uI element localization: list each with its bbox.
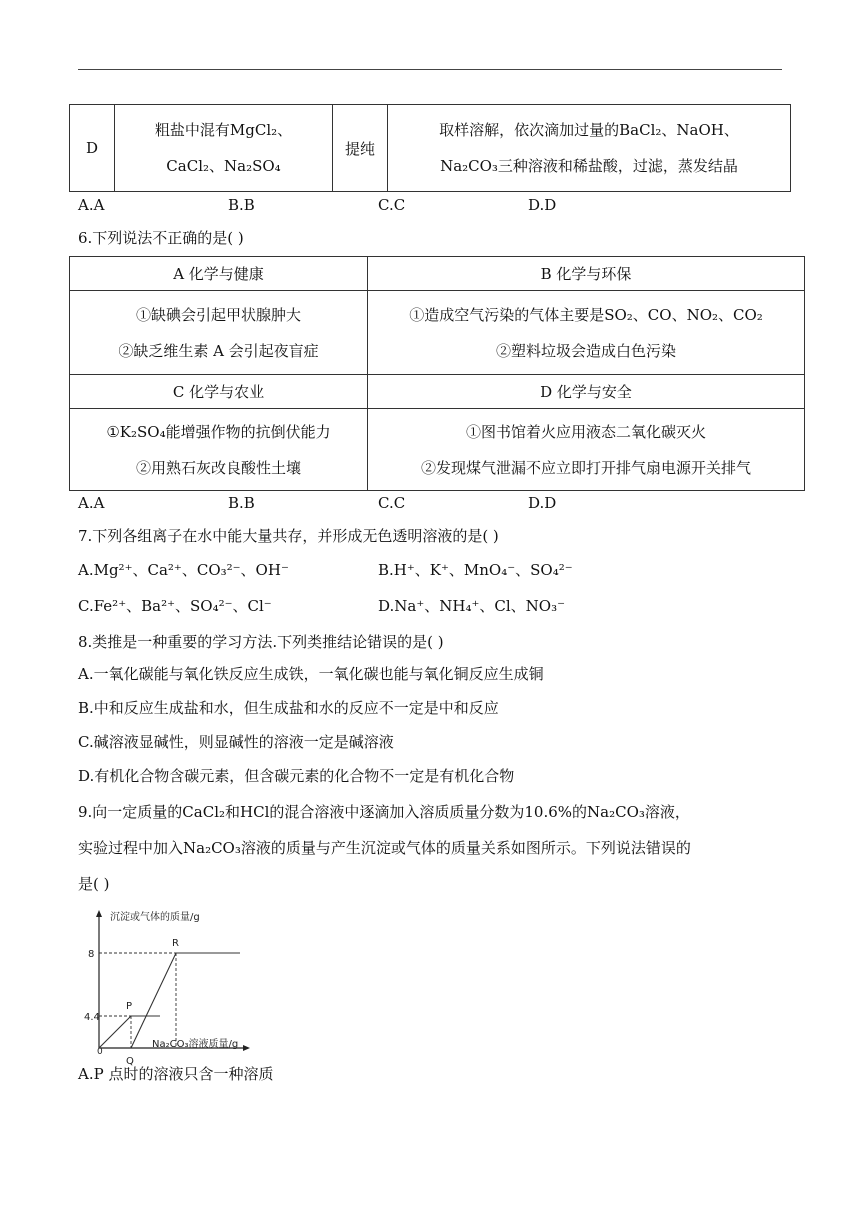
b-head: B 化学与环保 — [368, 257, 805, 291]
origin-label: 0 — [97, 1047, 103, 1057]
q5-options — [78, 195, 556, 215]
d-body — [368, 409, 805, 491]
y-tick-8: 8 — [88, 949, 95, 960]
q9-graph — [84, 908, 254, 1067]
q8-stem: 8.类推是一种重要的学习方法.下列类推结论错误的是( ) — [78, 633, 444, 651]
table-row — [70, 375, 805, 409]
q9-line-3: 是( ) — [78, 875, 110, 893]
q7-stem: 7.下列各组离子在水中能大量共存，并形成无色透明溶液的是( ) — [78, 527, 499, 545]
d-item-1: ①图书馆着火应用液态二氧化碳灭火 — [465, 422, 706, 441]
sample-line-2: CaCl₂、Na₂SO₄ — [166, 157, 281, 175]
table-row — [70, 409, 805, 491]
q6-options — [78, 493, 556, 513]
q9-option-a[interactable]: A.P 点时的溶液只含一种溶质 — [78, 1065, 274, 1083]
b-item-2: ②塑料垃圾会造成白色污染 — [495, 341, 676, 360]
precipitate-curve — [131, 953, 240, 1048]
purpose-cell: 提纯 — [333, 105, 388, 192]
x-axis-label: Na₂CO₃溶液质量/g — [152, 1039, 239, 1050]
sample-line-1: 粗盐中混有MgCl₂、 — [154, 121, 293, 139]
q8-option-d[interactable]: D.有机化合物含碳元素，但含碳元素的化合物不一定是有机化合物 — [78, 767, 515, 785]
x-axis-arrow-icon — [243, 1045, 250, 1051]
option-b[interactable]: B.B — [228, 494, 255, 512]
q8-option-c[interactable]: C.碱溶液显碱性，则显碱性的溶液一定是碱溶液 — [78, 733, 394, 751]
q7-option-d[interactable]: D.Na⁺、NH₄⁺、Cl、NO₃⁻ — [378, 597, 566, 615]
q7-option-b[interactable]: B.H⁺、K⁺、MnO₄⁻、SO₄²⁻ — [378, 561, 573, 579]
c-item-2: ②用熟石灰改良酸性土壤 — [135, 458, 301, 477]
a-item-2: ②缺乏维生素 A 会引起夜盲症 — [118, 341, 319, 360]
q7-option-a[interactable]: A.Mg²⁺、Ca²⁺、CO₃²⁻、OH⁻ — [78, 561, 289, 579]
b-item-1: ①造成空气污染的气体主要是SO₂、CO、NO₂、CO₂ — [409, 305, 763, 324]
d-head: D 化学与安全 — [368, 375, 805, 409]
c-head: C 化学与农业 — [70, 375, 368, 409]
header-rule — [78, 69, 782, 70]
sample-cell — [115, 105, 333, 192]
q8-option-a[interactable]: A.一氧化碳能与氧化铁反应生成铁，一氧化碳也能与氧化铜反应生成铜 — [78, 665, 544, 683]
q6-table — [69, 256, 805, 491]
q7-option-c[interactable]: C.Fe²⁺、Ba²⁺、SO₄²⁻、Cl⁻ — [78, 597, 272, 615]
a-item-1: ①缺碘会引起甲状腺肿大 — [135, 305, 301, 324]
option-a[interactable]: A.A — [78, 196, 105, 214]
gas-curve — [99, 1016, 160, 1048]
q8-option-b[interactable]: B.中和反应生成盐和水，但生成盐和水的反应不一定是中和反应 — [78, 699, 499, 717]
option-c[interactable]: C.C — [378, 196, 406, 214]
method-line-2: Na₂CO₃三种溶液和稀盐酸，过滤，蒸发结晶 — [440, 157, 738, 175]
option-d[interactable]: D.D — [528, 494, 557, 512]
table-row — [70, 257, 805, 291]
option-a[interactable]: A.A — [78, 494, 105, 512]
q9-line-1: 9.向一定质量的CaCl₂和HCl的混合溶液中逐滴加入溶质质量分数为10.6%的Na₂CO₃溶液， — [78, 803, 690, 821]
point-q-label: Q — [126, 1056, 134, 1067]
point-r-label: R — [172, 938, 179, 949]
b-body — [368, 291, 805, 375]
method-cell — [388, 105, 791, 192]
d-item-2: ②发现煤气泄漏不应立即打开排气扇电源开关排气 — [420, 458, 751, 477]
option-c[interactable]: C.C — [378, 494, 406, 512]
y-tick-4-4: 4.4 — [84, 1012, 100, 1023]
q9-line-2: 实验过程中加入Na₂CO₃溶液的质量与产生沉淀或气体的质量关系如图所示。下列说法错误的 — [78, 839, 691, 857]
point-p-label: P — [126, 1001, 133, 1012]
table-row — [70, 105, 791, 192]
a-head: A 化学与健康 — [70, 257, 368, 291]
c-item-1: ①K₂SO₄能增强作物的抗倒伏能力 — [106, 422, 331, 441]
table-row — [70, 291, 805, 375]
row-letter: D — [70, 105, 115, 192]
y-axis-label: 沉淀或气体的质量/g — [110, 912, 200, 923]
q6-stem: 6.下列说法不正确的是( ) — [78, 229, 244, 247]
option-b[interactable]: B.B — [228, 196, 255, 214]
c-body — [70, 409, 368, 491]
y-axis-arrow-icon — [96, 910, 102, 917]
q5-table — [69, 104, 791, 192]
option-d[interactable]: D.D — [528, 196, 557, 214]
a-body — [70, 291, 368, 375]
method-line-1: 取样溶解，依次滴加过量的BaCl₂、NaOH、 — [439, 121, 739, 139]
